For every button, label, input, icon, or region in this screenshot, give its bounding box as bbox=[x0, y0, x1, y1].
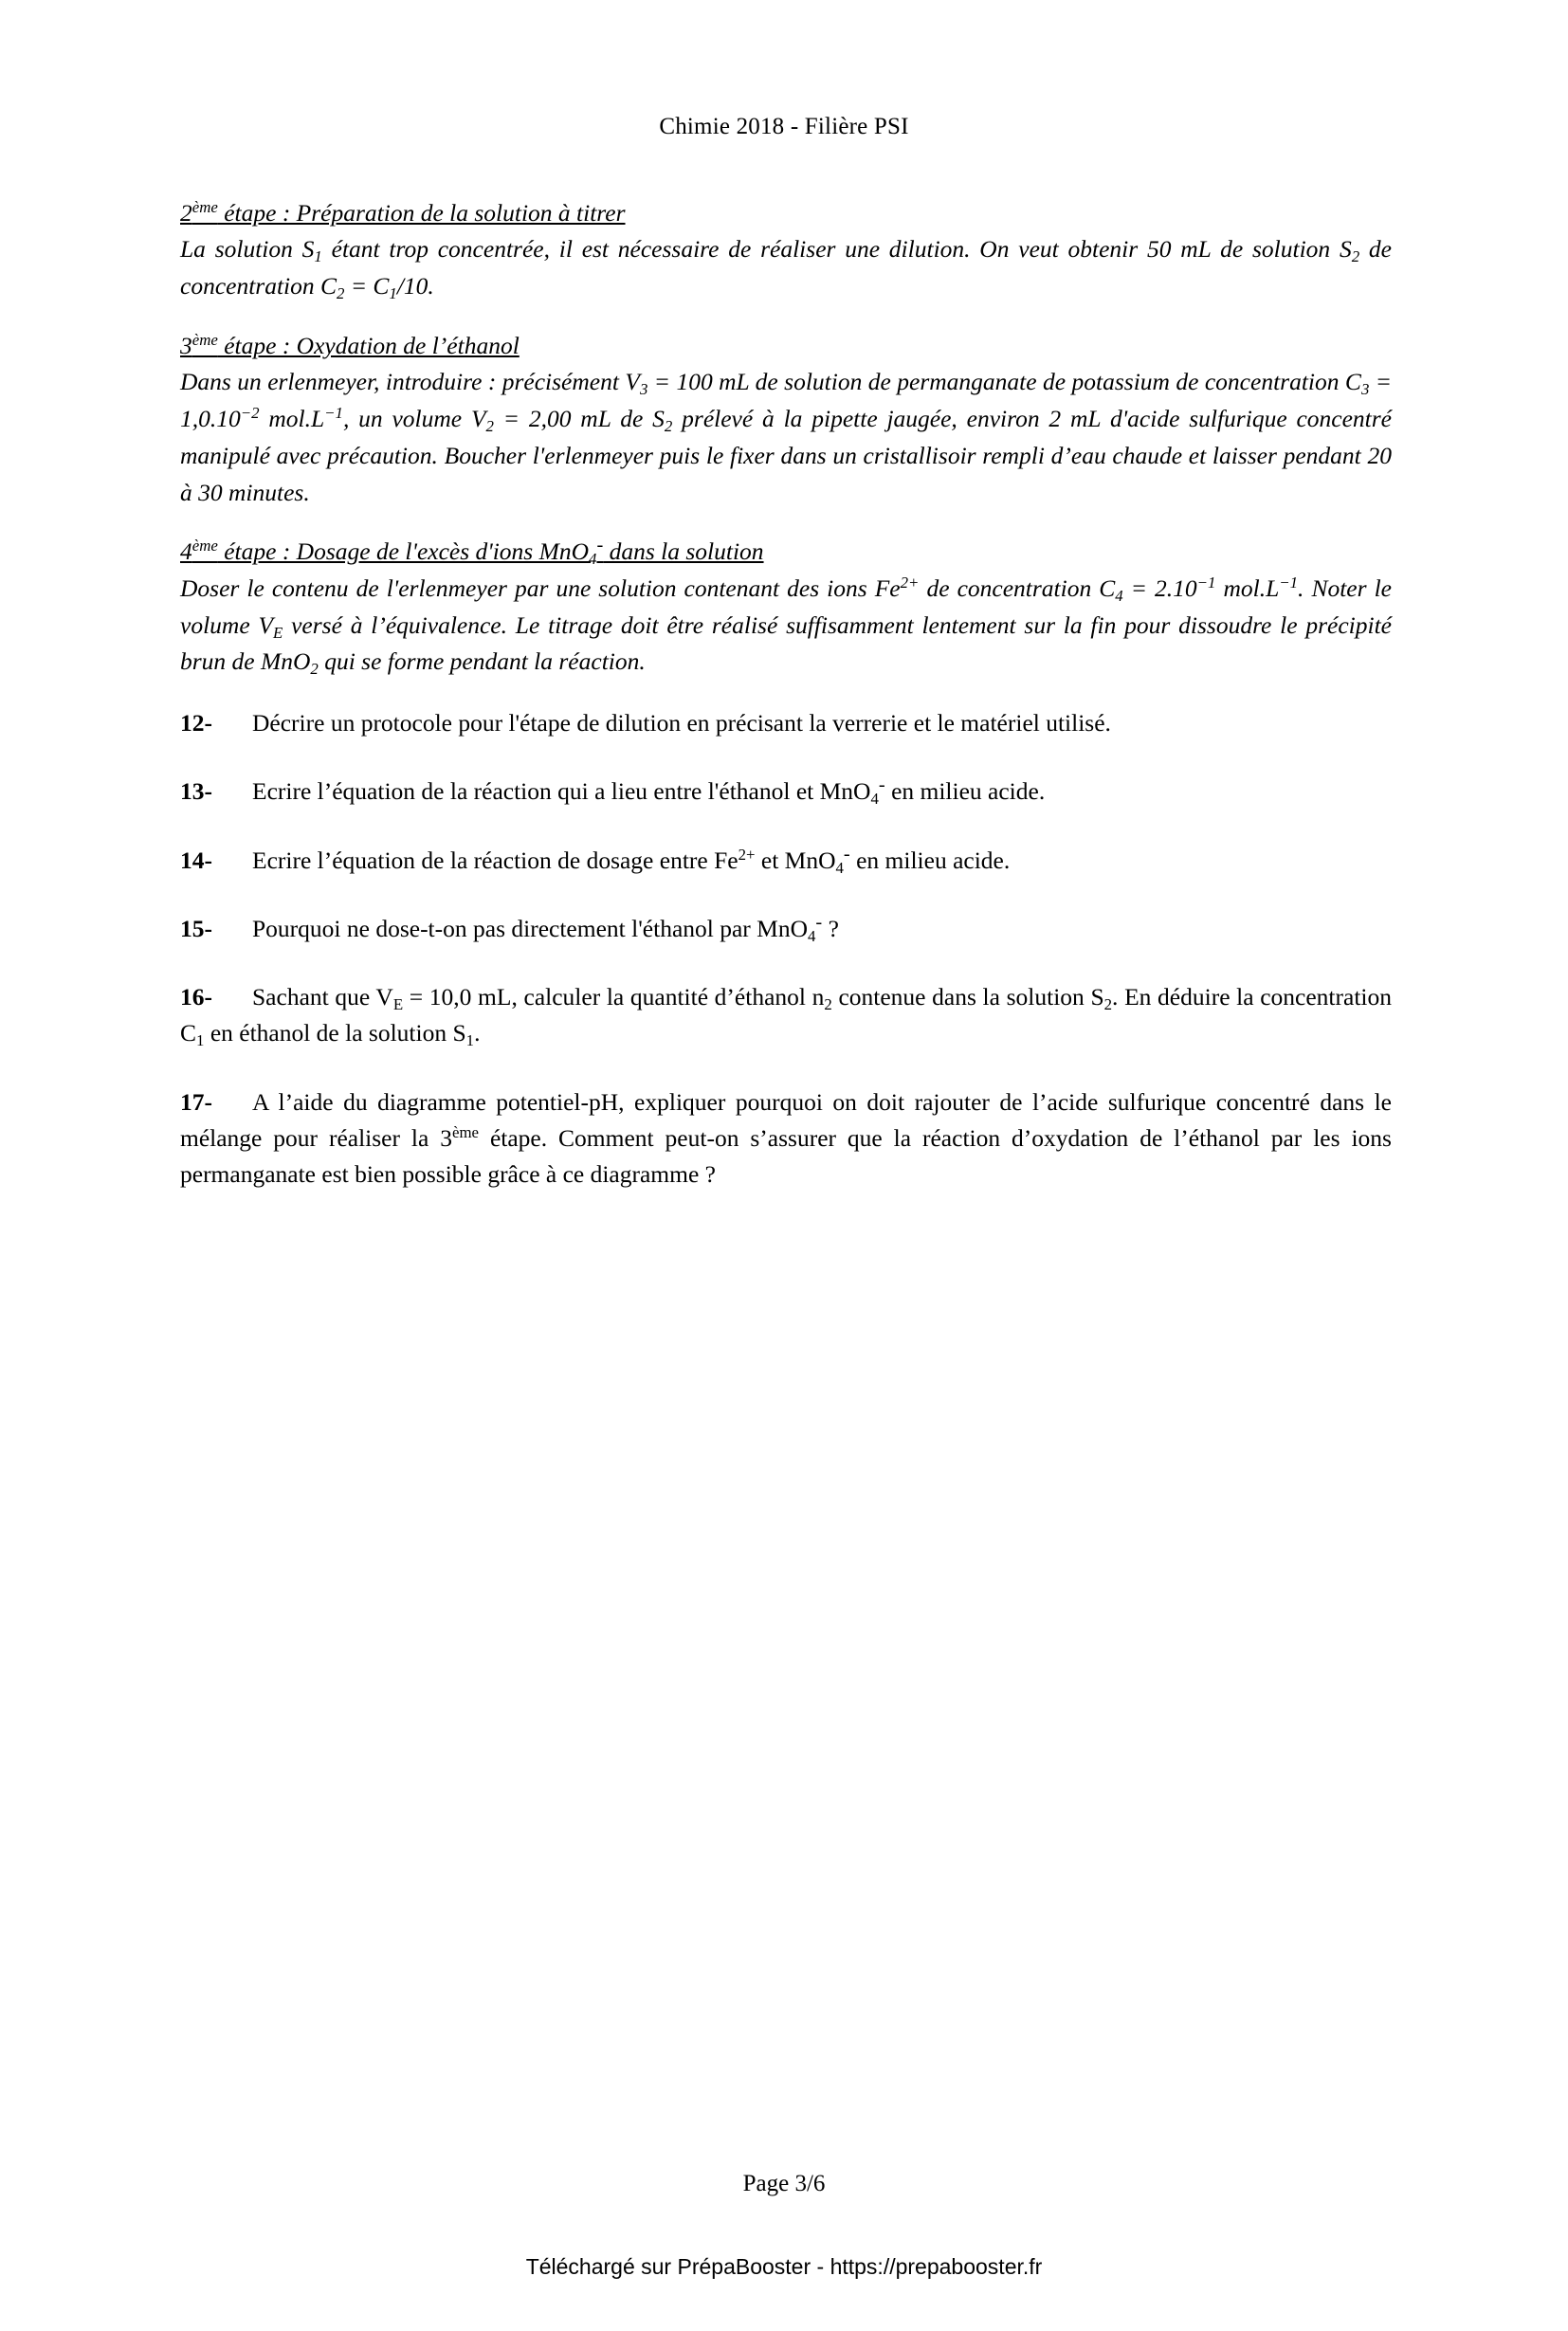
step-body-3: Dans un erlenmeyer, introduire : précisément $V_3 = 100$ mL de solution de permanganate de potassium de concentration $C_3 = 1,0.10^{-2}$ $mol.L^{-1}$, un volume $V_2 = 2,00$ mL de $S_2$ prélevé à la pipette jaugée, environ 2 mL d'acide sulfurique concentré manipulé avec précaution. Boucher l'erlenmeyer puis le fixer dans un cristallisoir rempli d’eau chaude et laisser pendant 20 à 30 minutes. bbox=[180, 368, 1392, 506]
question-13-number: 13- bbox=[180, 777, 212, 806]
step-title-4: 4ème étape : Dosage de l'excès d'ions MnO$_4$- dans la solution bbox=[180, 535, 764, 569]
step-3-number: 3 bbox=[180, 331, 192, 359]
document-body bbox=[173, 197, 1395, 1193]
question-12: 12- Décrire un protocole pour l'étape de dilution en précisant la verrerie et le matériel utilisé. bbox=[180, 709, 1111, 738]
document-page bbox=[0, 114, 1568, 2331]
page-header: Chimie 2018 - Filière PSI bbox=[659, 114, 909, 139]
question-15-number: 15- bbox=[180, 914, 212, 942]
step-body-4: Doser le contenu de l'erlenmeyer par une solution contenant des ions $Fe^{2+}$ de concentration $C_4 = 2.10^{-1}$ $mol.L^{-1}$. Noter le volume $V_E$ versé à l’équivalence. Le titrage doit être réalisé suffisamment lentement sur la fin pour dissoudre le précipité brun de MnO$_2$ qui se forme pendant la réaction. bbox=[180, 573, 1393, 679]
question-14-number: 14- bbox=[180, 846, 212, 874]
question-12-number: 12- bbox=[180, 709, 212, 738]
step-4-ordinal: ème bbox=[191, 537, 218, 555]
step-body-2: La solution $S_1$ étant trop concentrée, il est nécessaire de réaliser une dilution. On veut obtenir 50 mL de solution $S_2$ de concentration $C_2 = C_1/10$. bbox=[180, 235, 1392, 303]
step-2-ordinal: ème bbox=[191, 197, 218, 216]
question-15: 15- Pourquoi ne dose-t-on pas directement l'éthanol par MnO$_4$- ? bbox=[180, 911, 839, 945]
step-title-2 bbox=[180, 197, 1392, 229]
question-16-number: 16- bbox=[180, 983, 212, 1011]
question-14: 14- Ecrire l’équation de la réaction de dosage entre $Fe^{2+}$ et MnO$_4$- en milieu acide. bbox=[180, 843, 1011, 877]
step-2-number: 2 bbox=[180, 199, 192, 227]
step-3-ordinal: ème bbox=[191, 330, 218, 349]
page-number: Page 3/6 bbox=[742, 2171, 826, 2196]
footer-source-note: Téléchargé sur PrépaBooster - https://prepabooster.fr bbox=[525, 2254, 1043, 2279]
step-3-title-rest: étape : Oxydation de l’éthanol bbox=[217, 331, 520, 359]
question-13: 13- Ecrire l’équation de la réaction qui a lieu entre l'éthanol et MnO$_4$- en milieu acide. bbox=[180, 774, 1046, 809]
step-title-3 bbox=[180, 330, 1392, 362]
question-16: 16- Sachant que $V_E = 10,0$ mL, calculer la quantité d’éthanol $n_2$ contenue dans la solution $S_2$. En déduire la concentration $C_1$ en éthanol de la solution $S_1$. bbox=[180, 983, 1392, 1050]
step-2-title-rest: étape : Préparation de la solution à titrer bbox=[217, 199, 626, 227]
question-17-number: 17- bbox=[180, 1087, 212, 1116]
step-4-number: 4 bbox=[180, 537, 192, 566]
question-17: 17- A l’aide du diagramme potentiel-pH, expliquer pourquoi on doit rajouter de l’acide sulfurique concentré dans le mélange pour réaliser la 3ème étape. Comment peut-on s’assurer que la réaction d’oxydation de l’éthanol par les ions permanganate est bien possible grâce à ce diagramme ? bbox=[180, 1087, 1392, 1189]
